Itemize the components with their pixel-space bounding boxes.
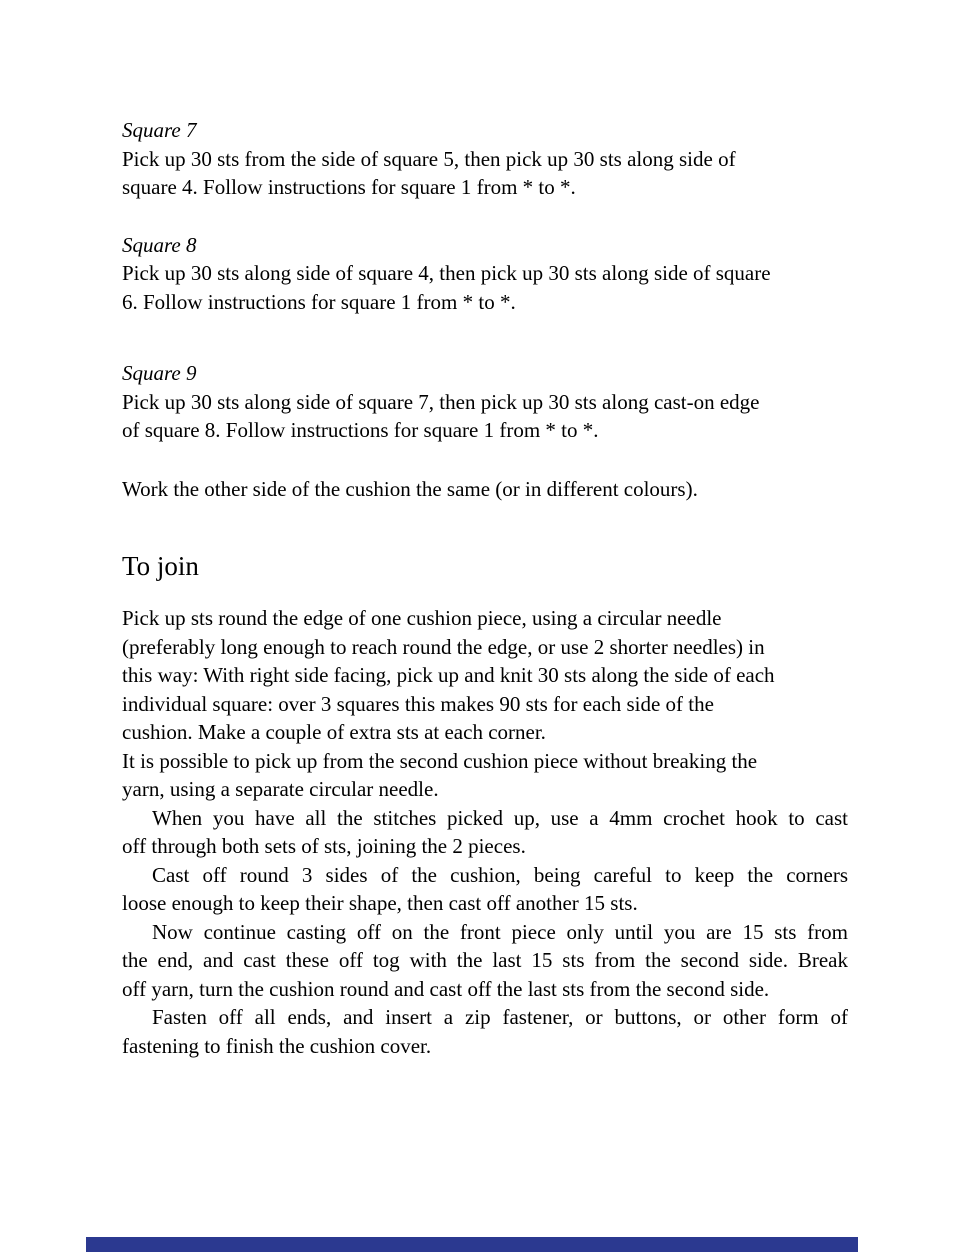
join-intro-line: (preferably long enough to reach round the edge, or use 2 shorter needles) in	[122, 634, 765, 659]
join-paragraph-crochet-hook	[122, 804, 848, 861]
to-join-heading: To join	[122, 551, 199, 581]
section-square-9	[122, 359, 848, 445]
join-intro-line: individual square: over 3 squares this makes 90 sts for each side of the	[122, 691, 714, 716]
join-intro-line: this way: With right side facing, pick up and knit 30 sts along the side of each	[122, 663, 775, 687]
join-paragraph-line: Fasten off all ends, and insert a zip fastener, or buttons, or other form of	[152, 1005, 848, 1029]
square-8-heading: Square 8	[122, 232, 197, 257]
join-paragraph-line: off yarn, turn the cushion round and cast off the last sts from the second side.	[122, 976, 770, 1001]
other-side-note: Work the other side of the cushion the same (or in different colours).	[122, 476, 698, 501]
join-paragraph-line: loose enough to keep their shape, then cast off another 15 sts.	[122, 891, 638, 915]
square-7-text-line: Pick up 30 sts from the side of square 5, then pick up 30 sts along side of	[122, 146, 736, 171]
join-intro-line: cushion. Make a couple of extra sts at each corner.	[122, 720, 546, 744]
section-square-8	[122, 231, 848, 317]
join-intro-line: It is possible to pick up from the second cushion piece without breaking the	[122, 748, 758, 773]
join-paragraph-continue-casting-off	[122, 918, 848, 1004]
text-block	[122, 116, 848, 1060]
section-square-7	[122, 116, 848, 202]
square-7-heading: Square 7	[122, 118, 197, 142]
square-8-text-line: Pick up 30 sts along side of square 4, then pick up 30 sts along side of square	[122, 261, 771, 285]
square-9-text-line: Pick up 30 sts along side of square 7, then pick up 30 sts along cast-on edge	[122, 389, 760, 414]
join-paragraph-line: the end, and cast these off tog with the last 15 sts from the second side. Break	[122, 948, 848, 972]
square-9-heading: Square 9	[122, 361, 197, 385]
join-paragraph-line: off through both sets of sts, joining the 2 pieces.	[122, 834, 526, 858]
join-paragraph-line: When you have all the stitches picked up, use a 4mm crochet hook to cast	[152, 805, 848, 830]
join-intro-line: yarn, using a separate circular needle.	[122, 777, 439, 801]
square-8-text-line: 6. Follow instructions for square 1 from * to *.	[122, 289, 516, 314]
join-paragraph-cast-off-3-sides	[122, 861, 848, 918]
square-7-text-line: square 4. Follow instructions for square 1 from * to *.	[122, 175, 576, 199]
square-9-text-line: of square 8. Follow instructions for square 1 from * to *.	[122, 418, 599, 442]
footer-accent-bar	[86, 1237, 858, 1252]
join-intro-line: Pick up sts round the edge of one cushion piece, using a circular needle	[122, 606, 722, 630]
join-paragraph-line: Cast off round 3 sides of the cushion, being careful to keep the corners	[152, 862, 848, 887]
join-paragraph-line: fastening to finish the cushion cover.	[122, 1033, 432, 1058]
join-intro-paragraph	[122, 604, 848, 804]
join-paragraph-fasten-off	[122, 1003, 848, 1060]
join-paragraph-line: Now continue casting off on the front piece only until you are 15 sts from	[152, 919, 848, 944]
